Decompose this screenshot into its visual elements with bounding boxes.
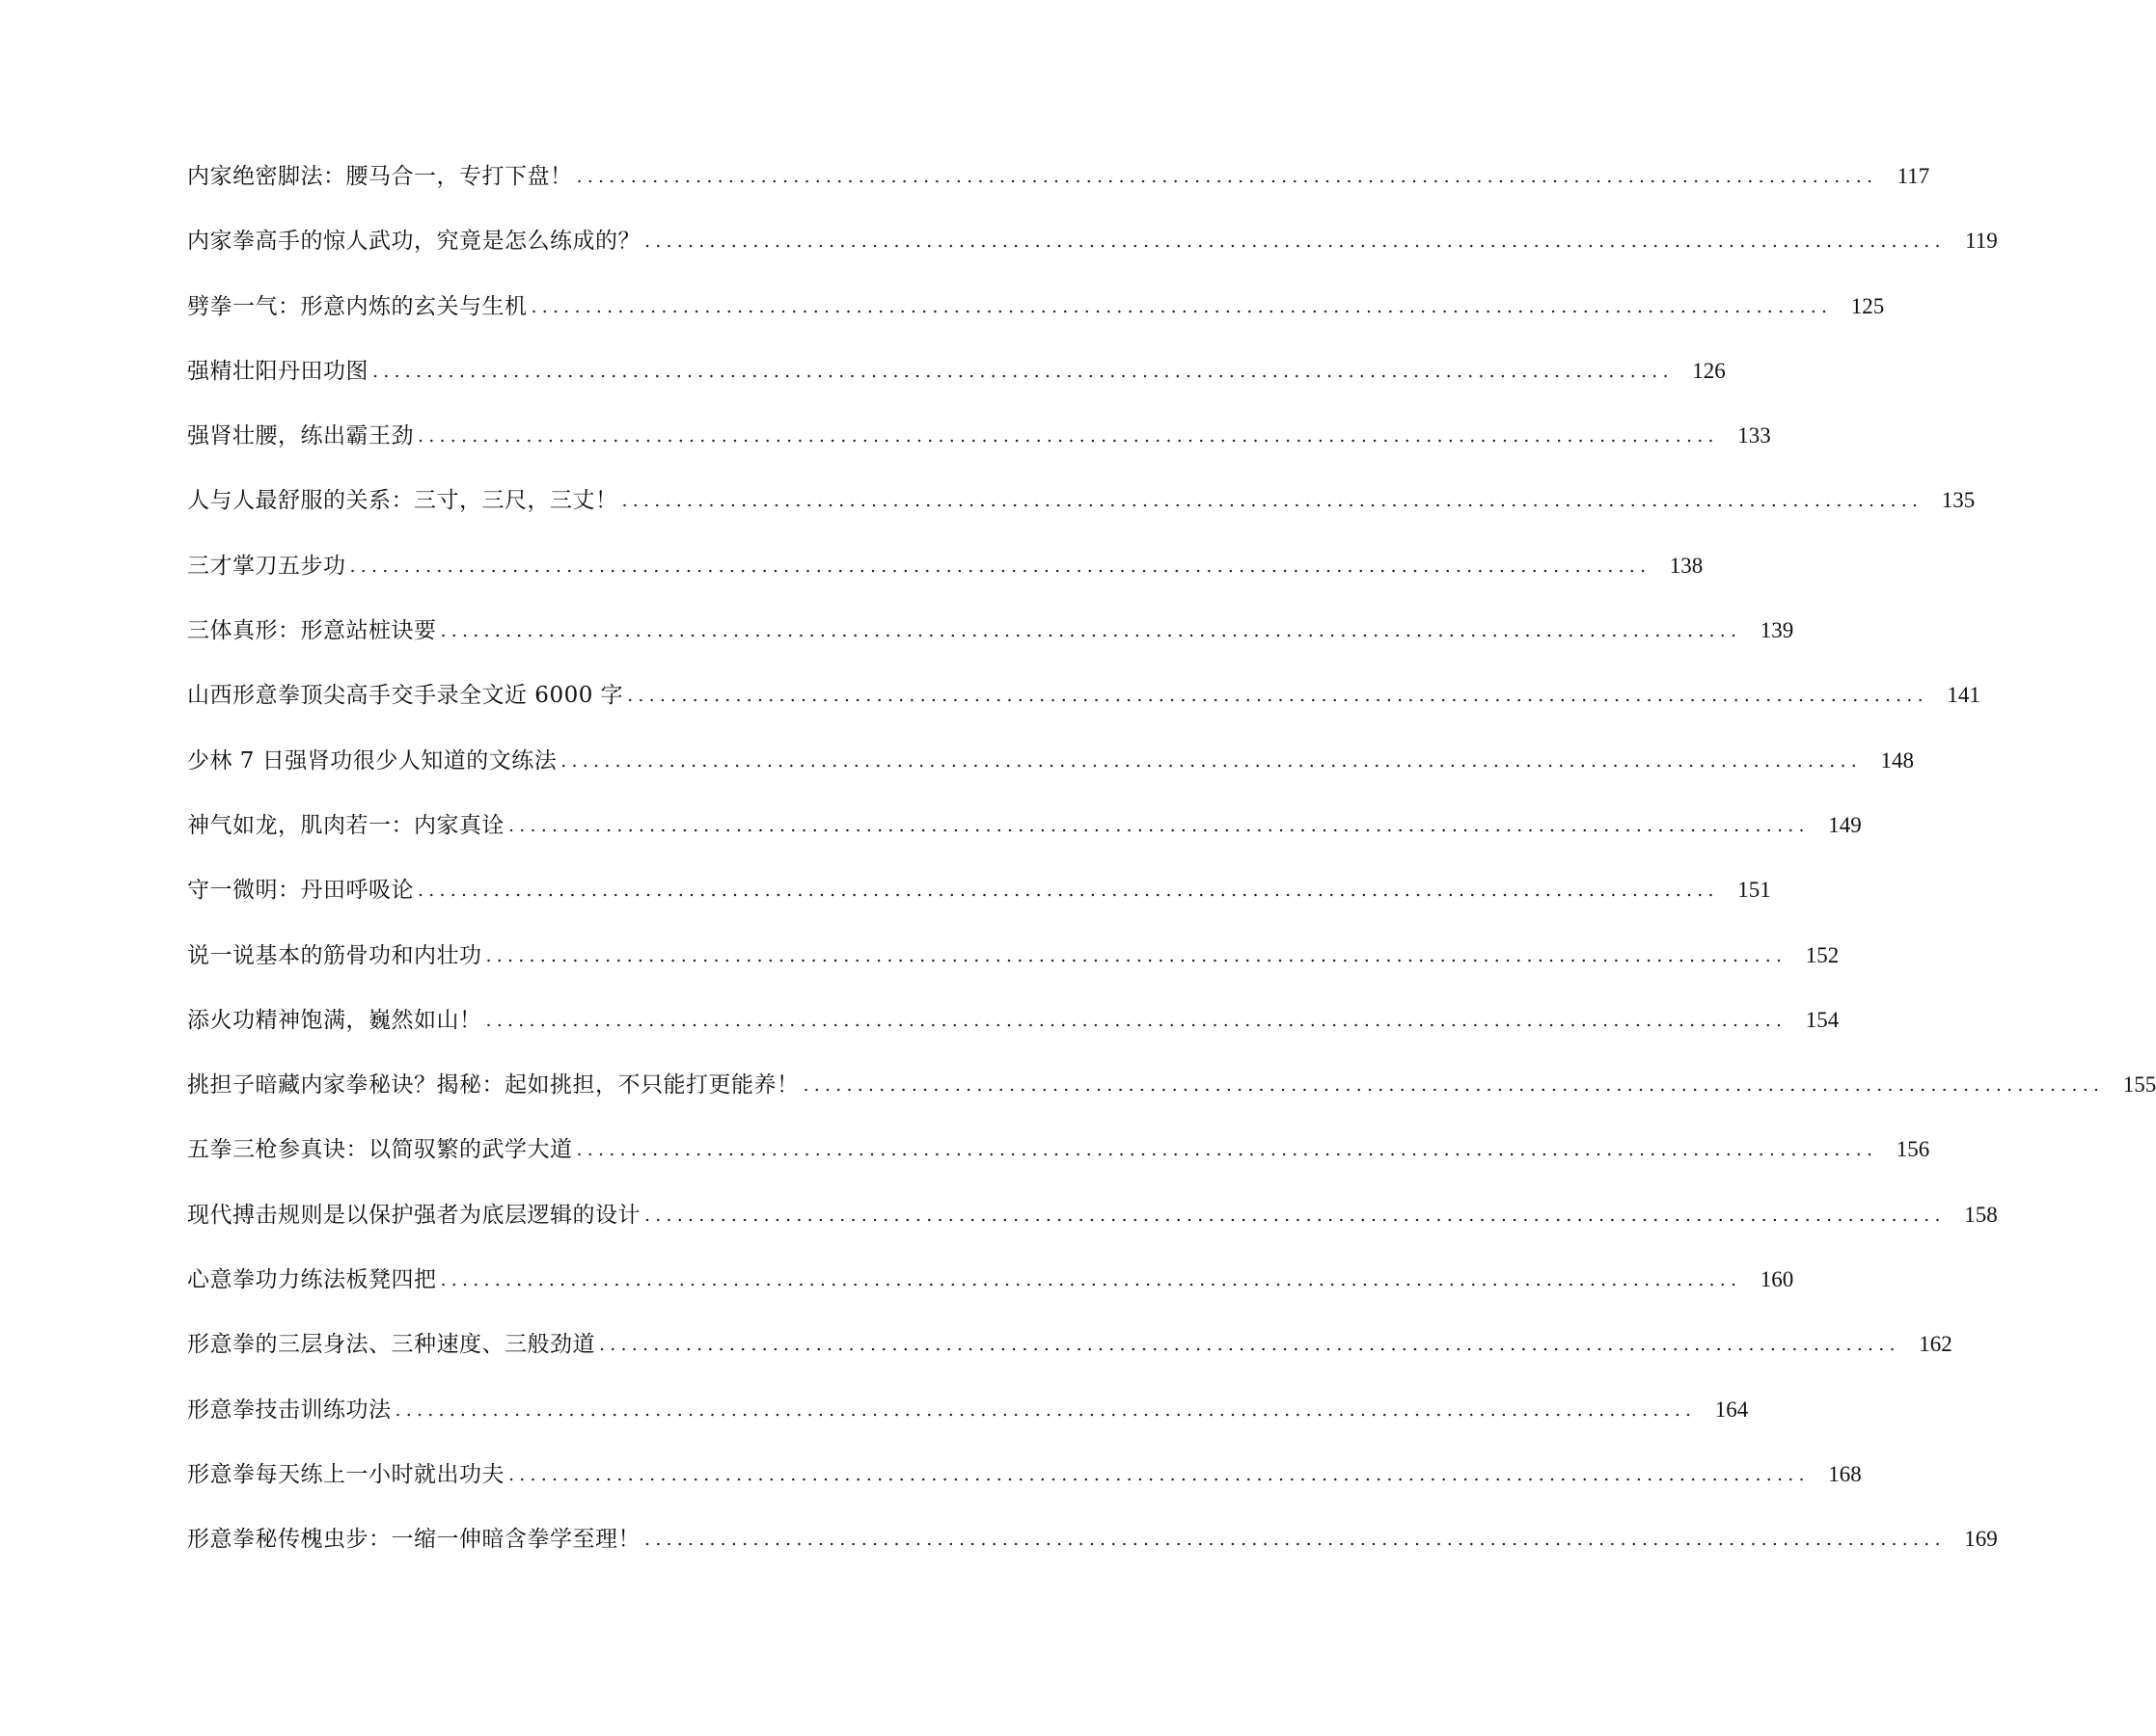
toc-entry-title: 人与人最舒服的关系：三寸，三尺，三丈！ [187, 488, 618, 514]
toc-entry-page-number: 148 [1880, 747, 1915, 773]
toc-entry-page-number: 158 [1964, 1202, 1998, 1227]
dot-leader: ........................................................................................................................ [803, 1074, 2105, 1097]
toc-entry-page-number: 156 [1896, 1137, 1930, 1162]
toc-entry[interactable] [187, 681, 1980, 746]
toc-entry[interactable] [187, 1071, 2156, 1135]
toc-entry-page-number: 160 [1760, 1267, 1794, 1292]
toc-entry-title: 守一微明：丹田呼吸论 [187, 878, 414, 904]
dot-leader: ........................................................................................................................ [576, 1139, 1878, 1161]
toc-entry-title: 心意拳功力练法板凳四把 [187, 1267, 437, 1293]
toc-entry-title: 形意拳秘传槐虫步：一缩一伸暗含拳学至理！ [187, 1527, 641, 1553]
toc-entry-page-number: 155 [2122, 1072, 2156, 1098]
dot-leader: ........................................................................................................................ [485, 1009, 1788, 1031]
toc-entry[interactable] [187, 1525, 1998, 1589]
toc-entry-title: 形意拳技击训练功法 [187, 1397, 392, 1423]
toc-entry-title: 强精壮阳丹田功图 [187, 358, 368, 384]
toc-entry-page-number: 141 [1947, 683, 1980, 708]
toc-entry-title: 添火功精神饱满，巍然如山！ [187, 1007, 482, 1033]
toc-entry[interactable] [187, 357, 1726, 421]
toc-entry-page-number: 139 [1760, 618, 1794, 643]
dot-leader: ........................................................................................................................ [440, 1269, 1742, 1291]
toc-entry-page-number: 168 [1828, 1461, 1862, 1486]
dot-leader: ........................................................................................................................ [576, 166, 1878, 187]
toc-entry[interactable] [187, 162, 1930, 227]
toc-entry-title: 现代搏击规则是以保护强者为底层逻辑的设计 [187, 1202, 641, 1228]
toc-entry-page-number: 151 [1737, 878, 1771, 903]
toc-entry-title: 山西形意拳顶尖高手交手录全文近 6000 字 [187, 683, 624, 709]
toc-entry[interactable] [187, 421, 1771, 486]
dot-leader: ........................................................................................................................ [440, 620, 1742, 642]
toc-entry-page-number: 152 [1805, 942, 1840, 967]
toc-entry[interactable] [187, 1201, 1998, 1265]
toc-entry[interactable] [187, 746, 1915, 811]
toc-entry-page-number: 135 [1941, 488, 1976, 513]
dot-leader: ........................................................................................................................ [508, 814, 1810, 836]
toc-entry-title: 神气如龙，肌肉若一：内家真诠 [187, 812, 505, 838]
dot-leader: ........................................................................................................................ [599, 1334, 1900, 1356]
table-of-contents [187, 162, 2156, 1590]
toc-entry-title: 三体真形：形意站桩诀要 [187, 618, 437, 644]
toc-entry-page-number: 162 [1919, 1332, 1952, 1357]
toc-entry[interactable] [187, 1265, 1794, 1330]
toc-entry-title: 形意拳每天练上一小时就出功夫 [187, 1461, 505, 1487]
toc-entry-title: 形意拳的三层身法、三种速度、三般劲道 [187, 1332, 595, 1358]
dot-leader: ........................................................................................................................ [644, 1204, 1946, 1226]
toc-entry-page-number: 138 [1669, 553, 1704, 578]
dot-leader: ........................................................................................................................ [560, 749, 1863, 772]
toc-entry-title: 劈拳一气：形意内炼的玄关与生机 [187, 293, 528, 319]
toc-entry[interactable] [187, 486, 1976, 551]
dot-leader: ........................................................................................................................ [418, 880, 1719, 902]
toc-entry-page-number: 125 [1850, 293, 1885, 318]
dot-leader: ........................................................................................................................ [644, 231, 1946, 253]
toc-entry[interactable] [187, 552, 1704, 616]
toc-entry-page-number: 117 [1897, 164, 1930, 188]
toc-entry[interactable] [187, 1006, 1840, 1071]
toc-entry[interactable] [187, 876, 1771, 940]
dot-leader: ........................................................................................................................ [349, 555, 1651, 577]
toc-entry[interactable] [187, 616, 1794, 681]
toc-entry-page-number: 126 [1692, 358, 1726, 383]
dot-leader: ........................................................................................................................ [644, 1529, 1946, 1551]
toc-entry-page-number: 133 [1737, 423, 1771, 448]
toc-entry-title: 三才掌刀五步功 [187, 553, 346, 579]
dot-leader: ........................................................................................................................ [418, 425, 1719, 448]
toc-entry-page-number: 164 [1714, 1397, 1749, 1422]
toc-entry[interactable] [187, 1460, 1862, 1525]
dot-leader: ........................................................................................................................ [621, 490, 1924, 512]
toc-entry[interactable] [187, 1135, 1930, 1200]
dot-leader: ........................................................................................................................ [395, 1398, 1697, 1421]
toc-entry-title: 五拳三枪参真诀：以简驭繁的武学大道 [187, 1137, 573, 1163]
toc-entry-title: 内家绝密脚法：腰马合一，专打下盘！ [187, 164, 573, 189]
toc-entry[interactable] [187, 227, 1998, 291]
toc-entry-title: 强肾壮腰，练出霸王劲 [187, 423, 414, 449]
toc-entry[interactable] [187, 811, 1862, 876]
dot-leader: ........................................................................................................................ [372, 360, 1674, 382]
toc-entry-title: 挑担子暗藏内家拳秘诀？揭秘：起如挑担，不只能打更能养！ [187, 1072, 800, 1099]
toc-entry[interactable] [187, 1330, 1952, 1395]
toc-entry[interactable] [187, 941, 1840, 1006]
toc-entry-page-number: 149 [1828, 812, 1862, 837]
dot-leader: ........................................................................................................................ [531, 295, 1833, 317]
toc-entry-title: 内家拳高手的惊人武功，究竟是怎么练成的？ [187, 229, 641, 255]
toc-entry-title: 少林 7 日强肾功很少人知道的文练法 [187, 747, 558, 773]
toc-entry-page-number: 154 [1805, 1007, 1840, 1032]
toc-entry-title: 说一说基本的筋骨功和内壮功 [187, 942, 482, 968]
toc-entry-page-number: 169 [1964, 1527, 1998, 1552]
dot-leader: ........................................................................................................................ [508, 1463, 1810, 1485]
toc-entry[interactable] [187, 1396, 1749, 1460]
toc-entry[interactable] [187, 292, 1885, 357]
toc-entry-page-number: 119 [1965, 229, 1998, 254]
dot-leader: ........................................................................................................................ [627, 685, 1928, 707]
dot-leader: ........................................................................................................................ [485, 944, 1788, 966]
